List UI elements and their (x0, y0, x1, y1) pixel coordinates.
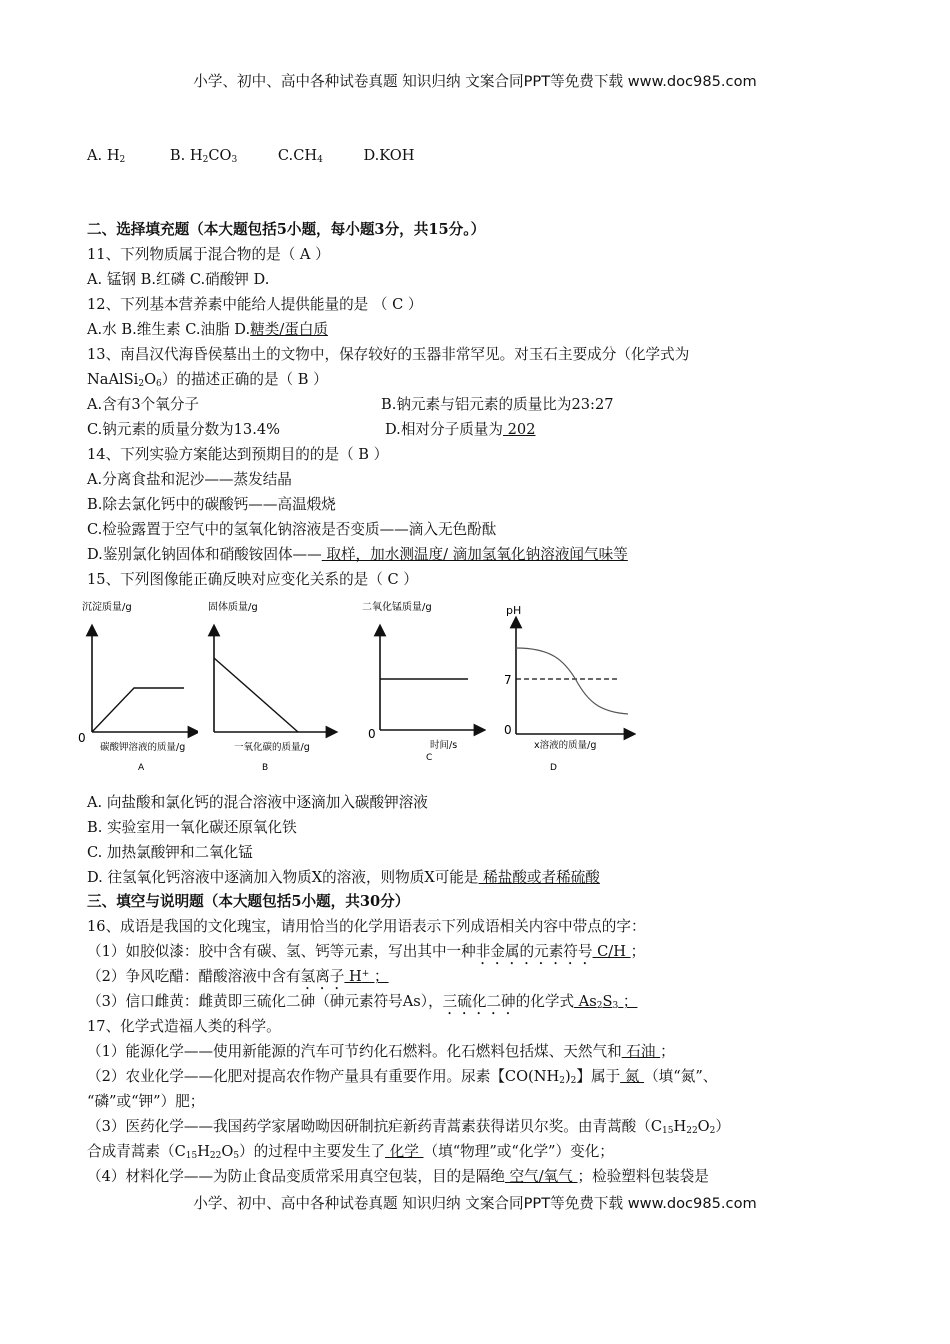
chart-b (206, 600, 341, 780)
q12-stem: 12、下列基本营养素中能给人提供能量的是 （ C ） (87, 296, 423, 313)
q15-option-d: D. 往氢氧化钙溶液中逐滴加入物质X的溶液，则物质X可能是 稀盐酸或者稀硫酸 (87, 869, 600, 886)
chart-c (356, 600, 486, 780)
chart-a-xlabel: 碳酸钾溶液的质量/g (100, 742, 186, 753)
chart-b-ylabel: 固体质量/g (208, 602, 258, 613)
chart-d-seven: 7 (504, 673, 512, 687)
q17-answer-1: 石油 (621, 1043, 661, 1060)
chart-d-xlabel: x溶液的质量/g (534, 740, 597, 751)
q14-stem: 14、下列实验方案能达到预期目的的是（ B ） (87, 446, 389, 463)
q14-answer: 取样，加水测温度/ 滴加氢氧化钠溶液闻气味等 (321, 546, 628, 563)
chart-d (496, 600, 636, 780)
q14-option-a: A.分离食盐和泥沙——蒸发结晶 (87, 471, 292, 488)
q16-stem: 16、成语是我国的文化瑰宝，请用恰当的化学用语表示下列成语相关内容中带点的字： (87, 918, 646, 935)
q17-line-2: （2）农业化学——化肥对提高农作物产量具有重要作用。尿素【$CO(NH_2)_2$】属于 氮 （填“氮”、 (87, 1068, 718, 1086)
chart-b-letter: B (262, 763, 269, 773)
q16-answer-2: H+ ； (344, 968, 389, 985)
q13-stem-2: $NaAlSi_2O_6$）的描述正确的是（ B ） (87, 371, 328, 389)
q12-options: A.水 B.维生素 C.油脂 D.糖类/蛋白质 (87, 321, 329, 338)
chart-d-ylabel: pH (506, 604, 522, 617)
q11-options: A. 锰钢 B.红磷 C.硝酸钾 D. (87, 271, 270, 288)
q17-line-4: （4）材料化学——为防止食品变质常采用真空包装，目的是隔绝 空气/氧气 ；检验塑料包装袋是 (87, 1168, 709, 1185)
q17-line-3b: 合成青蒿素$(C_{15}H_{22}O_5)$的过程中主要发生了 化学 （填“物理”或“化学”）变化； (87, 1143, 614, 1161)
q13-option-a: A.含有3个氧分子 (87, 396, 200, 413)
q11-stem: 11、下列物质属于混合物的是（ A ） (87, 246, 330, 263)
q13-option-c: C.钠元素的质量分数为13.4% (87, 421, 280, 438)
chart-d-letter: D (550, 763, 557, 773)
q12-answer: 糖类/蛋白质 (250, 321, 329, 338)
q17-stem: 17、化学式造福人类的科学。 (87, 1018, 281, 1035)
chart-c-ylabel: 二氧化锰质量/g (362, 602, 432, 613)
q15-option-a: A. 向盐酸和氯化钙的混合溶液中逐滴加入碳酸钾溶液 (87, 794, 428, 811)
q13-option-b: B.钠元素与铝元素的质量比为23:27 (381, 396, 614, 413)
q15-answer: 稀盐酸或者稀硫酸 (478, 869, 600, 886)
q13-stem: 13、南昌汉代海昏侯墓出土的文物中，保存较好的玉器非常罕见。对玉石主要成分（化学式为 (87, 346, 690, 363)
q16-answer-1: C/H (592, 943, 631, 960)
chart-c-origin: 0 (368, 727, 376, 741)
chart-a-curve (92, 688, 184, 732)
chart-b-curve (214, 658, 298, 732)
chart-a-ylabel: 沉淀质量/g (82, 602, 132, 613)
q10-options: A. $H_2$ B. $H_2CO_3$ $C.CH_4$ D.KOH (87, 147, 415, 165)
q14-option-d: D.鉴别氯化钠固体和硝酸铵固体—— 取样，加水测温度/ 滴加氢氧化钠溶液闻气味等 (87, 546, 628, 563)
chart-d-origin: 0 (504, 723, 512, 737)
q17-answer-2: 氮 (620, 1068, 645, 1085)
q17-line-3: （3）医药化学——我国药学家屠呦呦因研制抗疟新药青蒿素获得诺贝尔奖。由青蒿酸$(C_{15}H_{22}O_2)$ (87, 1118, 730, 1136)
q15-option-b: B. 实验室用一氧化碳还原氧化铁 (87, 819, 297, 836)
q13-answer: 202 (502, 421, 536, 438)
q13-option-d: D.相对分子质量为 202 (385, 421, 536, 438)
q14-option-c: C.检验露置于空气中的氢氧化钠溶液是否变质——滴入无色酚酞 (87, 521, 497, 538)
page-footer: 小学、初中、高中各种试卷真题 知识归纳 文案合同PPT等免费下载 www.doc985.com (193, 1195, 757, 1212)
q17-line-2b: “磷”或“钾”）肥； (87, 1093, 205, 1110)
chart-a (78, 600, 198, 780)
section-2-title: 二、选择填充题（本大题包括5小题，每小题3分，共15分。） (87, 221, 486, 238)
page-header: 小学、初中、高中各种试卷真题 知识归纳 文案合同PPT等免费下载 www.doc985.com (193, 73, 757, 90)
q16-line-2: （2）争风吃醋：醋酸溶液中含有氢离子 H+ ； (87, 968, 389, 985)
chart-a-origin: 0 (78, 731, 86, 745)
chart-a-letter: A (138, 763, 145, 773)
q15-stem: 15、下列图像能正确反映对应变化关系的是（ C ） (87, 571, 418, 588)
q16-answer-3: $As_2S_3$ ； (574, 993, 638, 1011)
chart-c-letter: C (426, 753, 433, 763)
q17-line-1: （1）能源化学——使用新能源的汽车可节约化石燃料。化石燃料包括煤、天然气和 石油 ； (87, 1043, 675, 1060)
q17-answer-3: 化学 (385, 1143, 424, 1160)
chart-b-xlabel: 一氧化碳的质量/g (234, 742, 310, 753)
q14-option-b: B.除去氯化钙中的碳酸钙——高温煅烧 (87, 496, 336, 513)
section-3-title: 三、填空与说明题（本大题包括5小题，共30分） (87, 893, 410, 910)
q16-line-3: （3）信口雌黄：雌黄即三硫化二砷（砷元素符号As），三硫化二砷的化学式 $As_2S_3$ ； (87, 993, 638, 1011)
q15-option-c: C. 加热氯酸钾和二氧化锰 (87, 844, 253, 861)
chart-d-curve (516, 648, 628, 714)
q16-line-1: （1）如胶似漆：胶中含有碳、氢、钙等元素，写出其中一种非金属的元素符号 C/H ； (87, 943, 646, 960)
chart-c-xlabel: 时间/s (430, 740, 458, 751)
q17-answer-4: 空气/氧气 (504, 1168, 578, 1185)
